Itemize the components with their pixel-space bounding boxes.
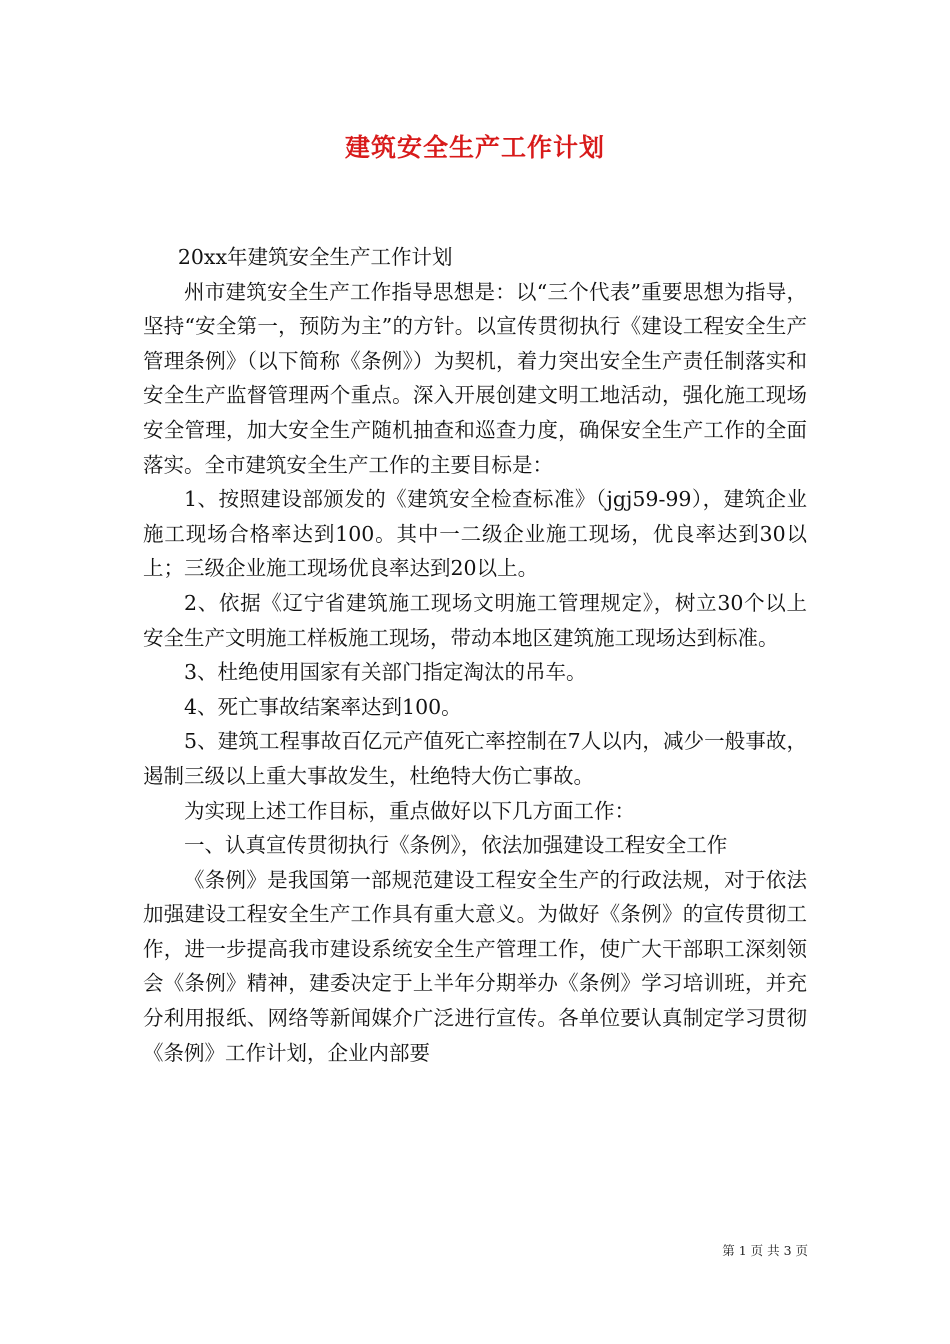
body-paragraph: 1、按照建设部颁发的《建筑安全检查标准》（jgj59-99），建筑企业施工现场合格率达到100。其中一二级企业施工现场，优良率达到30以上；三级企业施工现场优良率达到20以上。 xyxy=(143,487,807,581)
page-number-footer: 第 1 页 共 3 页 xyxy=(722,1243,808,1258)
body-paragraph: 20xx年建筑安全生产工作计划 xyxy=(177,245,453,269)
document-title: 建筑安全生产工作计划 xyxy=(344,133,605,162)
body-paragraph: 2、依据《辽宁省建筑施工现场文明施工管理规定》，树立30个以上安全生产文明施工样板施工现场，带动本地区建筑施工现场达到标准。 xyxy=(143,590,807,650)
section-heading: 一、认真宣传贯彻执行《条例》，依法加强建设工程安全工作 xyxy=(184,833,728,858)
body-paragraph: 为实现上述工作目标，重点做好以下几方面工作： xyxy=(184,798,635,823)
body-paragraph: 5、建筑工程事故百亿元产值死亡率控制在7人以内，减少一般事故，遏制三级以上重大事故发生，杜绝特大伤亡事故。 xyxy=(143,729,807,788)
body-paragraph: 《条例》是我国第一部规范建设工程安全生产的行政法规，对于依法加强建设工程安全生产工作具有重大意义。为做好《条例》的宣传贯彻工作，进一步提高我市建设系统安全生产管理工作，使广大干部职工深刻领会《条例》精神，建委决定于上半年分期举办《条例》学习培训班，并充分利用报纸、网络等新闻媒介广泛进行宣传。各单位要认真制定学习贯彻《条例》工作计划，企业内部要 xyxy=(143,867,807,1065)
body-paragraph: 3、杜绝使用国家有关部门指定淘汰的吊车。 xyxy=(184,660,587,685)
body-paragraph: 4、死亡事故结案率达到100。 xyxy=(184,694,462,719)
document-body xyxy=(143,240,807,1070)
body-paragraph: 州市建筑安全生产工作指导思想是：以“三个代表”重要思想为指导，坚持“安全第一，预防为主”的方针。以宣传贯彻执行《建设工程安全生产管理条例》（以下简称《条例》）为契机，着力突出安全生产责任制落实和安全生产监督管理两个重点。深入开展创建文明工地活动，强化施工现场安全管理，加大安全生产随机抽查和巡查力度，确保安全生产工作的全面落实。全市建筑安全生产工作的主要目标是： xyxy=(143,279,807,477)
